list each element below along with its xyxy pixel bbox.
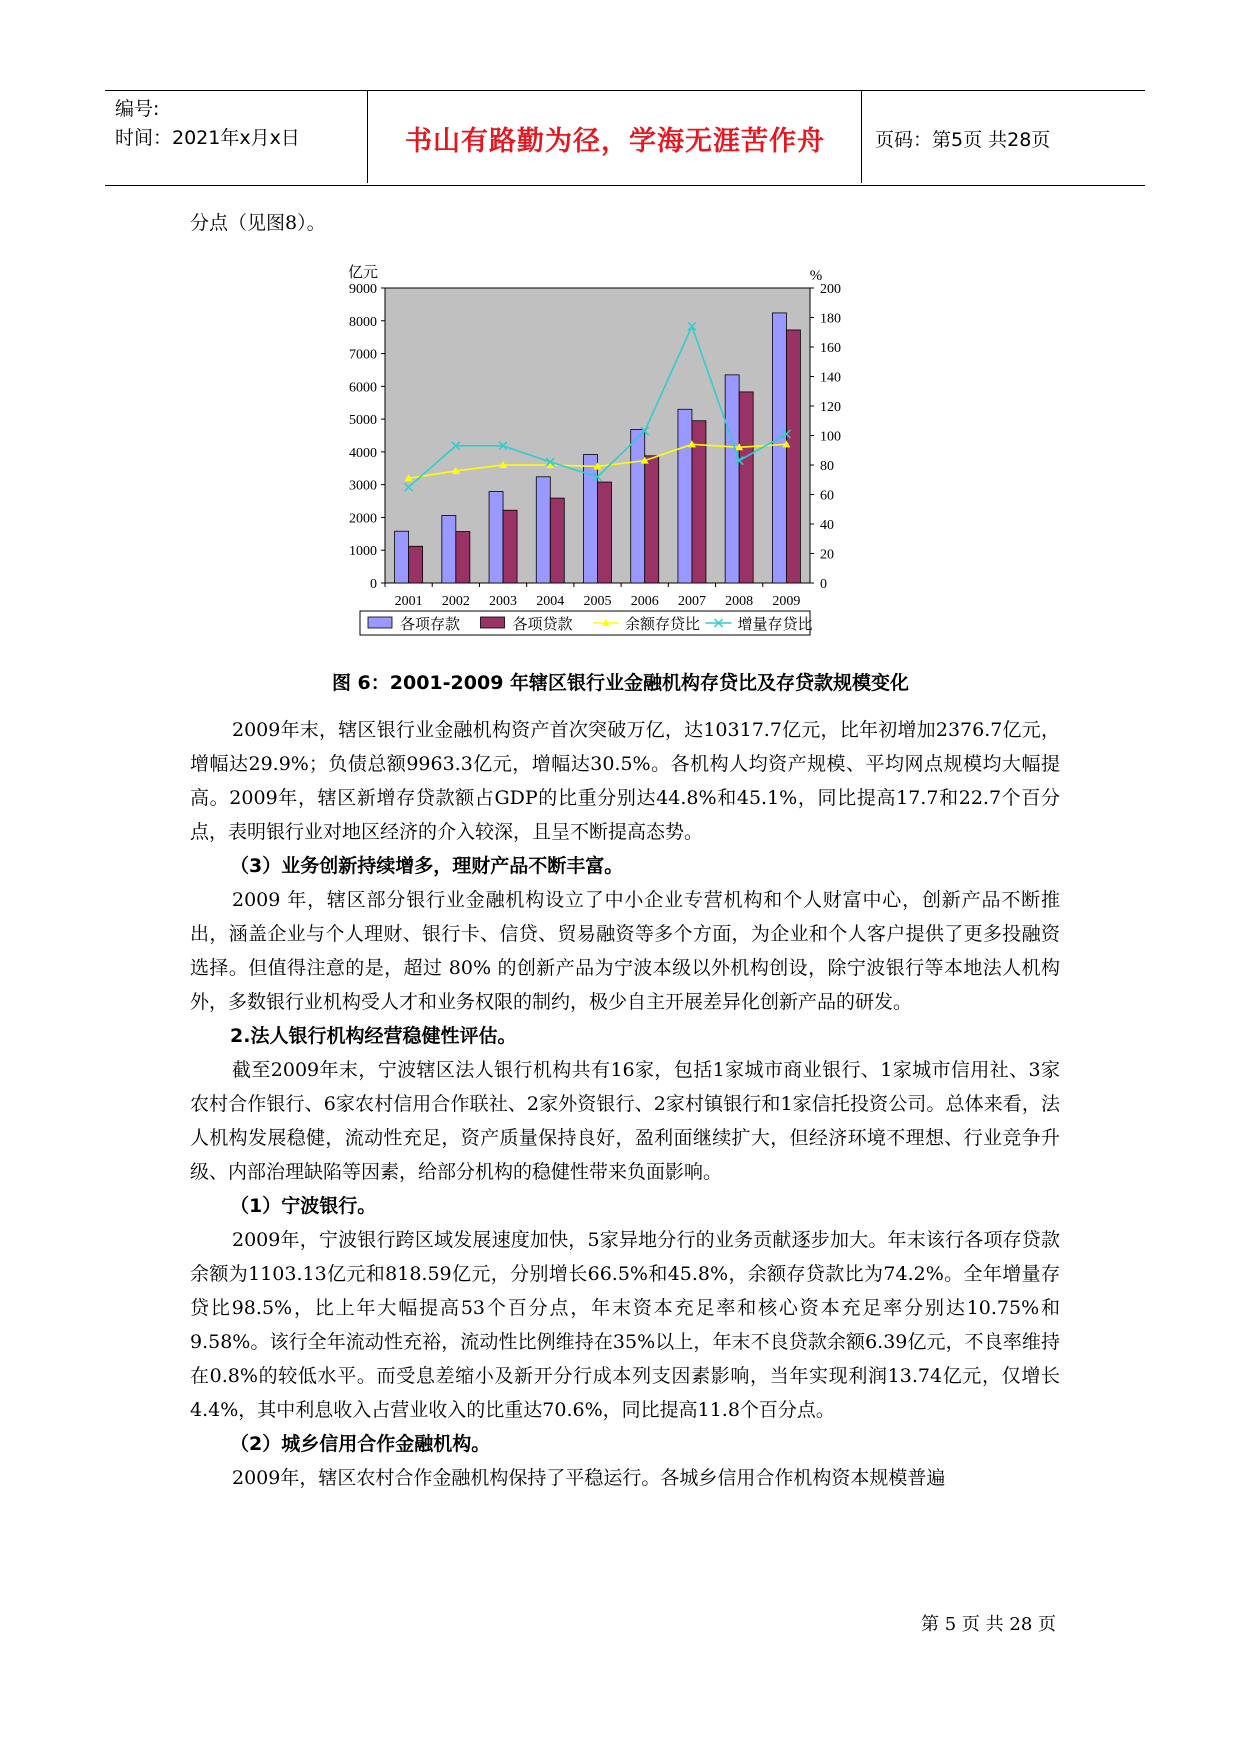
left-axis-tick-label: 6000: [349, 380, 377, 396]
right-axis-tick-label: 100: [820, 429, 841, 445]
legend-label: 增量存贷比: [737, 615, 813, 633]
deposit-loan-chart: [325, 258, 885, 653]
bar-loan: [550, 498, 564, 583]
right-axis-tick-label: 160: [820, 341, 841, 356]
legend-swatch: [368, 617, 392, 628]
left-axis-tick-label: 0: [370, 577, 377, 592]
bar-deposit: [772, 313, 786, 583]
section-heading: 2.法人银行机构经营稳健性评估。: [230, 1025, 517, 1047]
header-motto: 书山有路勤为径，学海无涯苦作舟: [405, 126, 825, 157]
header-divider: [861, 91, 862, 183]
body-paragraph: 2009年末，辖区银行业金融机构资产首次突破万亿，达10317.7亿元，比年初增加2376.7亿元，增幅达29.9%；负债总额9963.3亿元，增幅达30.5%。各机构人均资产规模、平均网点规模均大幅提高。2009年，辖区新增存贷款额占GDP的比重分别达44.8%和45.1%，同比提高17.7和22.7个百分点，表明银行业对地区经济的介入较深，且呈不断提高态势。: [190, 719, 1060, 843]
right-axis-tick-label: 140: [820, 370, 841, 386]
right-axis-tick-label: 0: [820, 577, 827, 592]
right-axis-tick-label: 200: [820, 282, 841, 297]
left-axis-tick-label: 3000: [349, 478, 377, 494]
body-paragraph: 2009年，辖区农村合作金融机构保持了平稳运行。各城乡信用合作机构资本规模普遍: [232, 1467, 946, 1489]
left-axis-unit: 亿元: [347, 263, 379, 281]
bar-loan: [739, 392, 753, 583]
body-text: [190, 713, 1060, 1495]
bar-loan: [786, 330, 800, 583]
left-axis-tick-label: 9000: [349, 282, 377, 297]
right-axis-tick-label: 180: [820, 311, 841, 327]
serial-label: 编号:: [115, 98, 160, 120]
x-axis-tick-label: 2009: [772, 594, 801, 609]
bar-deposit: [678, 409, 692, 583]
left-axis-tick-label: 7000: [349, 347, 377, 363]
time-label: 时间：2021年x月x日: [115, 127, 300, 149]
left-axis-tick-label: 4000: [349, 445, 377, 461]
section-heading: （2）城乡信用合作金融机构。: [230, 1433, 491, 1455]
left-axis-tick-label: 8000: [349, 314, 377, 330]
bar-loan: [409, 546, 423, 583]
legend-label: 各项存款: [400, 615, 461, 633]
body-paragraph: 截至2009年末，宁波辖区法人银行机构共有16家，包括1家城市商业银行、1家城市信用社、3家农村合作银行、6家农村信用合作联社、2家外资银行、2家村镇银行和1家信托投资公司。总体来看，法人机构发展稳健，流动性充足，资产质量保持良好，盈利面继续扩大，但经济环境不理想、行业竞争升级、内部治理缺陷等因素，给部分机构的稳健性带来负面影响。: [190, 1059, 1060, 1183]
legend-swatch: [481, 617, 505, 628]
bar-loan: [503, 510, 517, 583]
right-axis-tick-label: 120: [820, 400, 841, 415]
figure-caption: 图 6：2001-2009 年辖区银行业金融机构存贷比及存贷款规模变化: [331, 672, 910, 694]
x-axis-tick-label: 2001: [394, 594, 423, 609]
page-header: [105, 90, 1145, 186]
bar-deposit: [725, 375, 739, 583]
right-axis-tick-label: 60: [820, 488, 834, 504]
right-axis-tick-label: 40: [820, 518, 834, 533]
bar-loan: [598, 482, 612, 583]
lead-paragraph: 分点（见图8）。: [190, 212, 326, 234]
bar-loan: [645, 456, 659, 583]
section-heading: （3）业务创新持续增多，理财产品不断丰富。: [230, 855, 624, 877]
left-axis-tick-label: 2000: [349, 511, 377, 527]
right-axis-tick-label: 20: [820, 547, 834, 563]
body-paragraph: 2009年，宁波银行跨区域发展速度加快，5家异地分行的业务贡献逐步加大。年末该行各项存贷款余额为1103.13亿元和818.59亿元，分别增长66.5%和45.8%，余额存贷款比为74.2%。全年增量存贷比98.5%，比上年大幅提高53个百分点，年末资本充足率和核心资本充足率分别达10.75%和9.58%。该行全年流动性充裕，流动性比例维持在35%以上，年末不良贷款余额6.39亿元，不良率维持在0.8%的较低水平。而受息差缩小及新开分行成本列支因素影响，当年实现利润13.74亿元，仅增长4.4%，其中利息收入占营业收入的比重达70.6%，同比提高11.8个百分点。: [190, 1229, 1060, 1421]
x-axis-tick-label: 2002: [441, 594, 470, 609]
bar-loan: [456, 532, 470, 583]
right-axis-unit: %: [809, 268, 823, 284]
left-axis-tick-label: 5000: [349, 413, 377, 429]
right-axis-tick-label: 80: [820, 459, 834, 474]
legend-label: 余额存贷比: [625, 615, 701, 633]
header-divider: [367, 91, 368, 183]
bar-deposit: [536, 477, 550, 583]
left-axis-tick-label: 1000: [349, 544, 377, 560]
body-paragraph: 2009 年，辖区部分银行业金融机构设立了中小企业专营机构和个人财富中心，创新产品不断推出，涵盖企业与个人理财、银行卡、信贷、贸易融资等多个方面，为企业和个人客户提供了更多投融资选择。但值得注意的是，超过 80% 的创新产品为宁波本级以外机构创设，除宁波银行等本地法人机构外，多数银行业机构受人才和业务权限的制约，极少自主开展差异化创新产品的研发。: [190, 889, 1060, 1013]
bar-deposit: [395, 531, 409, 583]
bar-deposit: [442, 515, 456, 583]
x-axis-tick-label: 2003: [489, 594, 518, 609]
x-axis-tick-label: 2007: [677, 594, 706, 609]
bar-deposit: [489, 492, 503, 583]
header-page-label: 页码：第5页 共28页: [875, 129, 1051, 151]
header-left-cell: [115, 95, 370, 153]
lead-text: [190, 206, 1060, 240]
page-footer: 第 5 页 共 28 页: [921, 1614, 1056, 1635]
legend-label: 各项贷款: [512, 615, 573, 633]
x-axis-tick-label: 2005: [583, 594, 612, 609]
bar-deposit: [631, 430, 645, 583]
section-heading: （1）宁波银行。: [230, 1195, 377, 1217]
x-axis-tick-label: 2006: [630, 594, 659, 609]
x-axis-tick-label: 2008: [725, 594, 754, 609]
x-axis-tick-label: 2004: [536, 594, 565, 609]
